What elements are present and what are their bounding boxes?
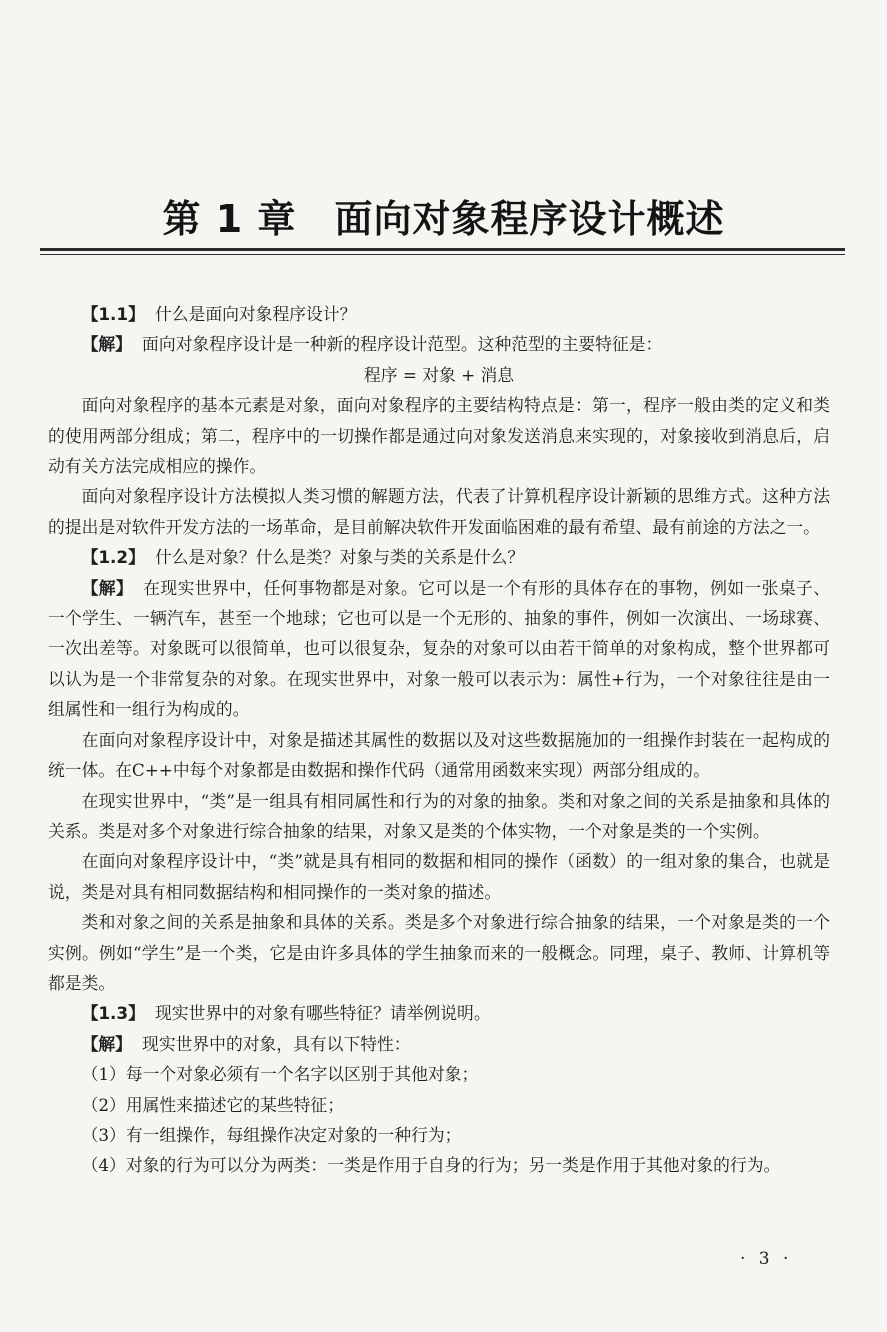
question-label: 【1.1】 bbox=[81, 304, 145, 324]
title-rule-thin bbox=[40, 254, 845, 255]
question-1-1 bbox=[48, 299, 830, 329]
answer-text: 面向对象程序设计是一种新的程序设计范型。这种范型的主要特征是： bbox=[142, 334, 663, 355]
list-item: （1）每一个对象必须有一个名字以区别于其他对象； bbox=[81, 1064, 479, 1085]
paragraph: 面向对象程序的基本元素是对象，面向对象程序的主要结构特点是：第一，程序一般由类的定义和类的使用两部分组成；第二，程序中的一切操作都是通过向对象发送消息来实现的，对象接收到消息后，启动有关方法完成相应的操作。 bbox=[48, 395, 830, 477]
question-label: 【1.2】 bbox=[81, 547, 145, 568]
chapter-name: 面向对象程序设计概述 bbox=[334, 197, 725, 241]
answer-text: 现实世界中的对象，具有以下特性： bbox=[142, 1033, 411, 1054]
paragraph: 类和对象之间的关系是抽象和具体的关系。类是多个对象进行综合抽象的结果，一个对象是类的一个实例。例如“学生”是一个类，它是由许多具体的学生抽象而来的一般概念。同理，桌子、教师、计算机等都是类。 bbox=[48, 912, 830, 993]
question-label: 【1.3】 bbox=[81, 1003, 145, 1024]
question-text: 什么是对象？什么是类？对象与类的关系是什么？ bbox=[154, 547, 525, 568]
page-body bbox=[48, 299, 830, 1181]
title-rule-thick bbox=[40, 248, 845, 251]
page-number: · 3 · bbox=[740, 1249, 793, 1269]
paragraph: 面向对象程序设计方法模拟人类习惯的解题方法，代表了计算机程序设计新颖的思维方式。这种方法的提出是对软件开发方法的一场革命，是目前解决软件开发面临困难的最有希望、最有前途的方法之一。 bbox=[48, 486, 830, 537]
chapter-label: 第 1 章 bbox=[162, 197, 297, 241]
answer-text: 在现实世界中，任何事物都是对象。它可以是一个有形的具体存在的事物，例如一张桌子、一个学生、一辆汽车，甚至一个地球；它也可以是一个无形的、抽象的事件，例如一次演出、一场球赛、一次出差等。对象既可以很简单，也可以很复杂，复杂的对象可以由若干简单的对象构成，整个世界都可以认为是一个非常复杂的对象。在现实世界中，对象一般可以表示为：属性+行为，一个对象往往是由一组属性和一组行为构成的。 bbox=[48, 577, 830, 720]
question-1-2 bbox=[48, 542, 830, 572]
list-item: （4）对象的行为可以分为两类：一类是作用于自身的行为；另一类是作用于其他对象的行为。 bbox=[81, 1155, 781, 1176]
answer-label: 【解】 bbox=[81, 334, 132, 355]
list-item: （2）用属性来描述它的某些特征； bbox=[81, 1094, 344, 1115]
formula: 程序 = 对象 + 消息 bbox=[363, 364, 515, 385]
answer-1-3-intro bbox=[48, 1029, 830, 1059]
answer-label: 【解】 bbox=[81, 577, 134, 598]
question-1-3 bbox=[48, 998, 830, 1028]
paragraph: 在现实世界中，“类”是一组具有相同属性和行为的对象的抽象。类和对象之间的关系是抽象和具体的关系。类是对多个对象进行综合抽象的结果，对象又是类的个体实物，一个对象是类的一个实例。 bbox=[48, 790, 830, 841]
answer-1-1-intro bbox=[48, 329, 830, 359]
question-text: 什么是面向对象程序设计？ bbox=[154, 304, 357, 324]
question-text: 现实世界中的对象有哪些特征？请举例说明。 bbox=[154, 1003, 491, 1024]
paragraph: 在面向对象程序设计中，“类”就是具有相同的数据和相同的操作（函数）的一组对象的集合，也就是说，类是对具有相同数据结构和相同操作的一类对象的描述。 bbox=[48, 851, 830, 902]
paragraph: 在面向对象程序设计中，对象是描述其属性的数据以及对这些数据施加的一组操作封装在一起构成的统一体。在C++中每个对象都是由数据和操作代码（通常用函数来实现）两部分组成的。 bbox=[48, 729, 830, 781]
chapter-title bbox=[0, 188, 887, 243]
answer-1-2 bbox=[48, 573, 830, 725]
list-item: （3）有一组操作，每组操作决定对象的一种行为； bbox=[81, 1124, 462, 1145]
answer-label: 【解】 bbox=[81, 1033, 132, 1054]
